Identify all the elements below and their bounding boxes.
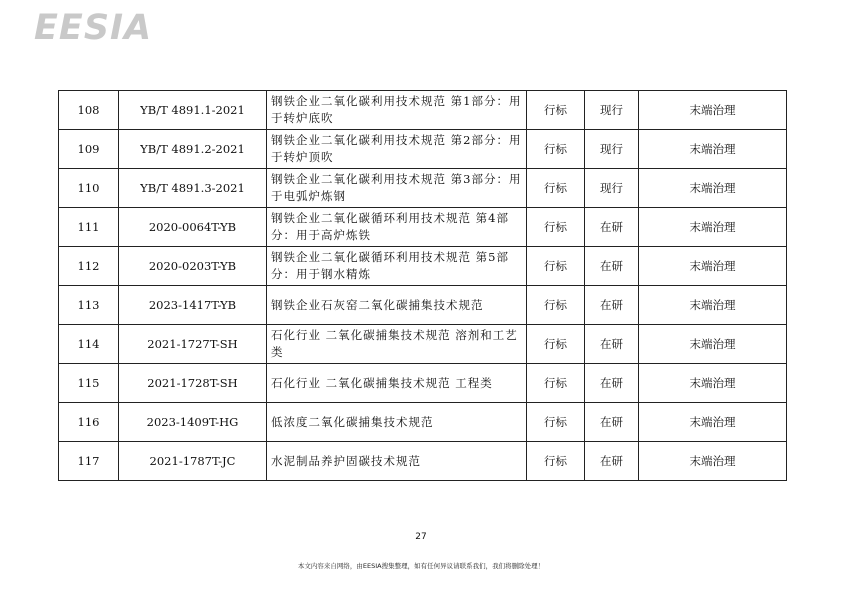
row-number-cell: 114 [59,325,119,364]
standard-status-cell: 现行 [585,91,639,130]
standard-type-cell: 行标 [527,130,585,169]
standard-name-cell: 钢铁企业二氧化碳循环利用技术规范 第4部分：用于高炉炼铁 [267,208,527,247]
standard-code-cell: 2021-1728T-SH [119,364,267,403]
table-row [59,403,787,442]
standard-status-cell: 在研 [585,286,639,325]
standard-code-cell: 2023-1417T-YB [119,286,267,325]
standard-name-cell: 石化行业 二氧化碳捕集技术规范 溶剂和工艺类 [267,325,527,364]
standard-type-cell: 行标 [527,169,585,208]
standard-category-cell: 末端治理 [639,247,787,286]
table-row [59,325,787,364]
table-row [59,169,787,208]
standard-code-cell: YB/T 4891.3-2021 [119,169,267,208]
standard-name-cell: 低浓度二氧化碳捕集技术规范 [267,403,527,442]
standard-type-cell: 行标 [527,403,585,442]
standard-category-cell: 末端治理 [639,208,787,247]
standard-type-cell: 行标 [527,442,585,481]
standard-category-cell: 末端治理 [639,169,787,208]
standard-category-cell: 末端治理 [639,91,787,130]
table-row [59,442,787,481]
standard-category-cell: 末端治理 [639,325,787,364]
standard-code-cell: 2021-1727T-SH [119,325,267,364]
standard-code-cell: YB/T 4891.1-2021 [119,91,267,130]
row-number-cell: 117 [59,442,119,481]
table-row [59,91,787,130]
standard-code-cell: 2021-1787T-JC [119,442,267,481]
standard-status-cell: 现行 [585,169,639,208]
standard-code-cell: 2020-0203T-YB [119,247,267,286]
standard-type-cell: 行标 [527,364,585,403]
standard-name-cell: 钢铁企业二氧化碳利用技术规范 第1部分：用于转炉底吹 [267,91,527,130]
standard-category-cell: 末端治理 [639,442,787,481]
table-row [59,364,787,403]
standards-table [58,90,787,481]
standard-name-cell: 钢铁企业石灰窑二氧化碳捕集技术规范 [267,286,527,325]
standard-category-cell: 末端治理 [639,364,787,403]
standard-category-cell: 末端治理 [639,403,787,442]
table-row [59,208,787,247]
standard-status-cell: 在研 [585,325,639,364]
standard-name-cell: 钢铁企业二氧化碳利用技术规范 第3部分：用于电弧炉炼钢 [267,169,527,208]
row-number-cell: 112 [59,247,119,286]
standard-status-cell: 在研 [585,364,639,403]
row-number-cell: 116 [59,403,119,442]
page-number: 27 [415,532,427,542]
standard-status-cell: 现行 [585,130,639,169]
row-number-cell: 108 [59,91,119,130]
row-number-cell: 115 [59,364,119,403]
standard-status-cell: 在研 [585,247,639,286]
standard-name-cell: 钢铁企业二氧化碳利用技术规范 第2部分：用于转炉顶吹 [267,130,527,169]
standard-code-cell: 2023-1409T-HG [119,403,267,442]
standard-type-cell: 行标 [527,91,585,130]
footer-disclaimer: 本文内容来自网络，由EESIA搜集整理，如有任何异议请联系我们，我们将删除处理！ [297,562,545,570]
standard-status-cell: 在研 [585,442,639,481]
standard-name-cell: 钢铁企业二氧化碳循环利用技术规范 第5部分：用于钢水精炼 [267,247,527,286]
standard-category-cell: 末端治理 [639,130,787,169]
standard-type-cell: 行标 [527,325,585,364]
standard-code-cell: YB/T 4891.2-2021 [119,130,267,169]
standard-name-cell: 水泥制品养护固碳技术规范 [267,442,527,481]
standard-type-cell: 行标 [527,286,585,325]
row-number-cell: 109 [59,130,119,169]
table-row [59,130,787,169]
standard-status-cell: 在研 [585,403,639,442]
table-row [59,247,787,286]
row-number-cell: 113 [59,286,119,325]
standard-type-cell: 行标 [527,208,585,247]
standard-category-cell: 末端治理 [639,286,787,325]
standard-type-cell: 行标 [527,247,585,286]
row-number-cell: 111 [59,208,119,247]
table-row [59,286,787,325]
standard-name-cell: 石化行业 二氧化碳捕集技术规范 工程类 [267,364,527,403]
standard-code-cell: 2020-0064T-YB [119,208,267,247]
standard-status-cell: 在研 [585,208,639,247]
eesia-logo: EESIA [34,8,153,48]
row-number-cell: 110 [59,169,119,208]
